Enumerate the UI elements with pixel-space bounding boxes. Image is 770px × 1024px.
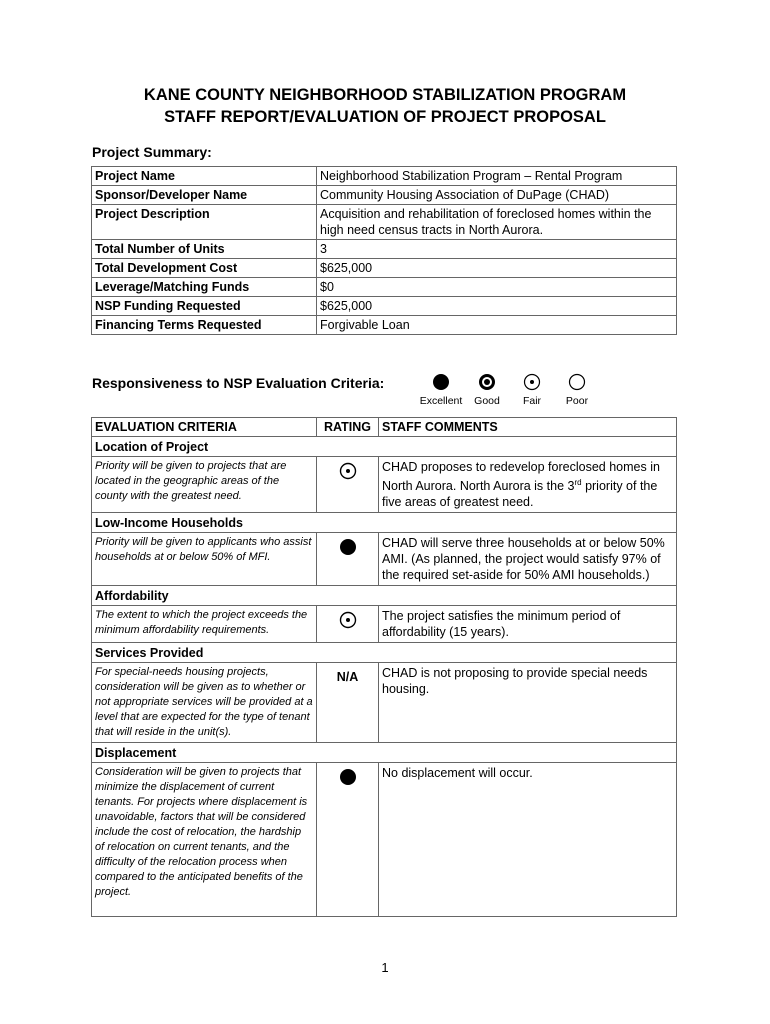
rating-cell: [317, 763, 379, 917]
header-rating: RATING: [317, 418, 379, 437]
rating-cell: [317, 663, 379, 743]
section-services-provided: Services Provided: [92, 643, 677, 663]
empty-circle-icon: [568, 373, 586, 391]
header-criteria: EVALUATION CRITERIA: [92, 418, 317, 437]
section-location-of-project: Location of Project: [92, 437, 677, 457]
section-low-income-households: Low-Income Households: [92, 513, 677, 533]
summary-row: [92, 297, 677, 316]
criteria-row: [92, 606, 677, 643]
summary-label: Project Name: [92, 167, 317, 186]
criteria-text: Consideration will be given to projects that minimize the displacement of current tenants. For projects where displacement is unavoidable, factors that will be considered include the cost of relocation, the hardship of relocation on current tenants, and the difficulty of the relocation process when compared to the anticipated benefits of the project.: [92, 763, 317, 917]
summary-value: Forgivable Loan: [317, 316, 677, 335]
summary-row: [92, 259, 677, 278]
summary-row: [92, 316, 677, 335]
summary-label: Total Development Cost: [92, 259, 317, 278]
rating-na-text: N/A: [336, 669, 359, 684]
staff-comment: CHAD proposes to redevelop foreclosed homes in North Aurora. North Aurora is the 3rd priority of the five areas of greatest need.: [379, 457, 677, 513]
criteria-text: The extent to which the project exceeds the minimum affordability requirements.: [92, 606, 317, 643]
project-summary-table: [91, 166, 677, 335]
summary-row: [92, 278, 677, 297]
summary-row: [92, 167, 677, 186]
evaluation-table: [91, 417, 677, 917]
criteria-text: Priority will be given to projects that are located in the geographic areas of the county with the greatest need.: [92, 457, 317, 513]
summary-label: Project Description: [92, 205, 317, 240]
summary-row: [92, 205, 677, 240]
project-summary-heading: Project Summary:: [92, 144, 212, 160]
rating-cell: [317, 533, 379, 586]
summary-row: [92, 240, 677, 259]
legend-item-excellent: [419, 372, 463, 407]
report-title: [0, 84, 770, 128]
criteria-text: For special-needs housing projects, consideration will be given as to whether or not appropriate services will be provided at a level that are expected for the type of tenant that will reside in the unit(s).: [92, 663, 317, 743]
bullseye-icon: [478, 373, 496, 391]
staff-comment: No displacement will occur.: [379, 763, 677, 917]
summary-label: Total Number of Units: [92, 240, 317, 259]
filled-circle-icon: [339, 538, 357, 556]
section-affordability: Affordability: [92, 586, 677, 606]
summary-value: 3: [317, 240, 677, 259]
legend-item-good: [465, 372, 509, 407]
legend-label: Excellent: [419, 395, 463, 407]
summary-label: Financing Terms Requested: [92, 316, 317, 335]
section-displacement: Displacement: [92, 743, 677, 763]
summary-value: Community Housing Association of DuPage (CHAD): [317, 186, 677, 205]
legend-item-fair: [510, 372, 554, 407]
summary-label: Leverage/Matching Funds: [92, 278, 317, 297]
summary-label: Sponsor/Developer Name: [92, 186, 317, 205]
legend-label: Fair: [522, 395, 542, 407]
legend-label: Good: [474, 395, 500, 407]
rating-cell: [317, 606, 379, 643]
summary-value: Acquisition and rehabilitation of foreclosed homes within the high need census tracts in North Aurora.: [317, 205, 677, 240]
legend-item-poor: [555, 372, 599, 407]
title-line-2: STAFF REPORT/EVALUATION OF PROJECT PROPOSAL: [164, 108, 606, 126]
rating-cell: [317, 457, 379, 513]
responsiveness-heading: Responsiveness to NSP Evaluation Criteria:: [92, 375, 385, 391]
header-comments: STAFF COMMENTS: [379, 418, 677, 437]
staff-comment: CHAD will serve three households at or below 50% AMI. (As planned, the project would satisfy 97% of the required set-aside for 50% AMI households.): [379, 533, 677, 586]
staff-comment: CHAD is not proposing to provide special needs housing.: [379, 663, 677, 743]
filled-circle-icon: [432, 373, 450, 391]
criteria-row: [92, 663, 677, 743]
page-number: 1: [381, 960, 389, 975]
evaluation-header-row: [92, 418, 677, 437]
summary-row: [92, 186, 677, 205]
dot-circle-icon: [339, 462, 357, 480]
criteria-row: [92, 533, 677, 586]
summary-value: $625,000: [317, 297, 677, 316]
criteria-row: [92, 457, 677, 513]
summary-value: $0: [317, 278, 677, 297]
criteria-row: [92, 763, 677, 917]
dot-circle-icon: [339, 611, 357, 629]
summary-label: NSP Funding Requested: [92, 297, 317, 316]
legend-label: Poor: [565, 395, 589, 407]
title-line-1: KANE COUNTY NEIGHBORHOOD STABILIZATION PROGRAM: [143, 86, 627, 104]
summary-value: Neighborhood Stabilization Program – Rental Program: [317, 167, 677, 186]
summary-value: $625,000: [317, 259, 677, 278]
filled-circle-icon: [339, 768, 357, 786]
dot-circle-icon: [523, 373, 541, 391]
criteria-text: Priority will be given to applicants who assist households at or below 50% of MFI.: [92, 533, 317, 586]
staff-comment: The project satisfies the minimum period of affordability (15 years).: [379, 606, 677, 643]
